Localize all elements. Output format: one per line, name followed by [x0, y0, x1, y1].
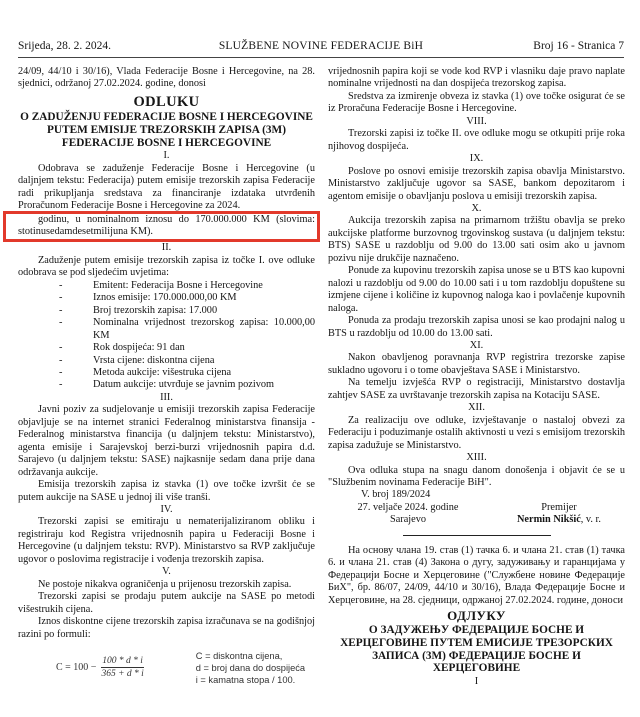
formula-legend — [196, 650, 305, 686]
section-heading-8: VIII. — [466, 115, 487, 127]
section-5-paragraph-3: Iznos diskontne cijene trezorskih zapisa izračunava se na godišnjoj razini po formuli: — [18, 616, 315, 640]
gazette-title: SLUŽBENE NOVINE FEDERACIJE BiH — [218, 40, 424, 52]
signature-name-line — [517, 514, 601, 526]
section-8-paragraph-1: Trezorski zapisi iz točke II. ove odluke mogu se otkupiti prije roka njihovog dospijeća. — [328, 128, 625, 152]
signature-date: 27. veljače 2024. godine — [357, 501, 459, 513]
bullet-marker: - — [59, 292, 63, 304]
list-item — [18, 367, 315, 379]
section-1-paragraph — [18, 163, 315, 243]
signature-title: Premijer — [541, 501, 577, 513]
decision-number: V. broj 189/2024 — [361, 489, 431, 501]
header-date: Srijeda, 28. 2. 2024. — [18, 40, 111, 52]
header-page-number: Broj 16 - Stranica 7 — [533, 40, 624, 52]
signature-block — [328, 502, 625, 527]
highlight-box: godinu, u nominalnom iznosu do 170.000.000 KM (slovima: stotinusedamdesetmilijuna KM). — [3, 211, 320, 243]
formula-lhs: C = 100 − — [56, 661, 97, 673]
bullet-marker: - — [59, 304, 63, 316]
section-heading-3: III. — [160, 391, 173, 403]
decision-subtitle: O ZADUŽENJU FEDERACIJE BOSNE I HERCEGOVINE PUTEM EMISIJE TREZORSKIH ZAPISA (3M) FEDERACIJE BOSNE I HERCEGOVINE — [20, 110, 313, 149]
section-9-paragraph-1: Poslove po osnovi emisije trezorskih zapisa obavlja Ministarstvo. Ministarstvo zaključuje ugovor sa SASE, bankom depozitarom i agentom emisije o obavljanju poslova u emisiji trezorskih zapisa. — [328, 165, 625, 202]
bullet-marker: - — [59, 367, 63, 378]
list-item — [18, 355, 315, 367]
signature-date-place — [328, 502, 488, 527]
section-10-paragraph-1: Aukcija trezorskih zapisa na primarnom tržištu obavlja se preko aukcijske platforme burzovnog trgovinskog sustava (u daljnjem tekstu: BTS) SASE u razdoblju od 9.00 do 13.00 sati osim ako u javnom pozivu nije drukčije naznačeno. — [328, 215, 625, 264]
intro-paragraph: 24/09, 44/10 i 30/16), Vlada Federacije Bosne i Hercegovine, na 28. sjednici, održanoj 27.02.2024. godine, donosi — [18, 66, 315, 90]
section-heading-1: I. — [163, 150, 170, 162]
list-item — [18, 280, 315, 292]
list-item — [18, 342, 315, 354]
section-10-paragraph-2: Ponude za kupovinu trezorskih zapisa unose se u BTS kao kupovni nalozi u razdoblju od 9.00 do 10.00 sati i u tom razdoblju dopuštene su izmjene cijene i količine iz kupovnog naloga kao i povlačenje kupovnih naloga. — [328, 265, 625, 314]
formula-expression — [56, 655, 144, 681]
column-left — [18, 66, 315, 689]
list-item — [18, 305, 315, 317]
bullet-marker: - — [59, 279, 63, 291]
formula-numerator: 100 * d * i — [102, 656, 143, 667]
bullet-marker: - — [59, 342, 63, 354]
paragraph-sredstva: Sredstva za izmirenje obveza iz stavka (1) ove točke osigurat će se iz Proračuna Federacije Bosne i Hercegovine. — [328, 90, 625, 115]
section-3-paragraph-2: Emisija trezorskih zapisa iz stavka (1) ove točke izvršit će se putem aukcije na SASE u jednoj ili više tranši. — [18, 479, 315, 503]
legend-line-c: C = diskontna cijena, — [195, 650, 283, 661]
section-divider — [403, 535, 551, 536]
section-11-paragraph-1: Nakon obavljenog poravnanja RVP registrira trezorske zapise sukladno ugovoru i o tome obavještava SASE i Ministarstvo. — [328, 352, 625, 376]
cyrillic-section-heading-1: I — [474, 676, 479, 688]
cyrillic-decision-subtitle: О ЗАДУЖЕЊУ ФЕДЕРАЦИЈЕ БОСНЕ И ХЕРЦЕГОВИНЕ ПУТЕМ ЕМИСИЈЕ ТРЕЗОРСКИХ ЗАПИСА (3М) ФЕДЕРАЦИЈЕ БОСНЕ И ХЕРЦЕГОВИНЕ — [340, 624, 613, 675]
bullet-marker: - — [59, 379, 63, 391]
section-3-paragraph-1: Javni poziv za sudjelovanje u emisiji trezorskih zapisa Federacije objavljuje se na internet stranici Federalnog ministarstva finansija - Federalnog ministarstva financija (u daljnjem tekstu: Ministarstvo), agenta emisije i Sarajevskoj berzi-burzi vrijednosnih papira d.d. Sarajevo (u daljnjem tekstu: SASE) najkasnije sedam dana prije dana održavanja aukcije. — [18, 404, 315, 478]
section-12-paragraph-1: Za realizaciju ove odluke, izvještavanje o nastaloj obvezi za Federaciju i poduzimanje ostalih aktivnosti u vezi s emisijom trezorskih zapisa zadužuje se Ministarstvo. — [328, 414, 625, 451]
section-heading-4: IV. — [160, 503, 173, 515]
section-4-paragraph-1: Trezorski zapisi se emitiraju u nematerijaliziranom obliku i registriraju kod Registra vrijednosnih papira u Federaciji Bosne i Hercegovine (u daljnjem tekstu: RVP). Ministarstvo sa RVP zaključuje ugovor o poslovima registracije i vođenja trezorskih zapisa. — [18, 516, 315, 565]
decision-title: ODLUKU — [133, 93, 200, 110]
list-item-text: Datum aukcije: utvrđuje se javnim pozivom — [93, 379, 275, 391]
list-item — [18, 379, 315, 391]
page-header — [18, 40, 624, 58]
section-13-paragraph-1: Ova odluka stupa na snagu danom donošenja i objavit će se u "Službenim novinama Federacije BiH". — [328, 464, 625, 488]
section-heading-11: XI. — [469, 339, 484, 351]
section-5-paragraph-2: Trezorski zapisi se prodaju putem aukcije na SASE po metodi višestrukih cijena. — [18, 591, 315, 615]
list-item — [18, 292, 315, 304]
bullet-marker: - — [59, 354, 63, 366]
section-heading-9: IX. — [469, 153, 484, 165]
formula-fraction — [101, 655, 143, 681]
list-item-text: Vrsta cijene: diskontna cijena — [93, 354, 215, 366]
list-item-text: Rok dospijeća: 91 dan — [93, 342, 185, 354]
cyrillic-decision-title: ОДЛУКУ — [447, 608, 506, 624]
column-right — [328, 66, 625, 689]
cyrillic-intro-paragraph: На основу члана 19. став (1) тачка 6. и члана 21. став (1) тачка 6. и члана 21. став (4) Закона о дугу, задуживању и гаранцијама у Федерацији Босне и Херцеговине ("Службене новине Федерације БиХ", бр. 86/07, 24/09, 44/10 и 30/16), Влада Федерације Босне и Херцеговине, на 28. сједници, одржаној 27.02.2024. године, доноси — [328, 544, 625, 606]
signature-official — [517, 502, 601, 527]
section-11-paragraph-2: Na temelju izvješća RVP o registraciji, Ministarstvo dostavlja zahtjev SASE za uvrštavanje trezorskih zapisa na Kotaciju SASE. — [328, 377, 625, 401]
list-item-text: Iznos emisije: 170.000.000,00 KM — [93, 292, 237, 304]
list-item — [18, 317, 315, 342]
section-5-paragraph-1: Ne postoje nikakva ograničenja u prijenosu trezorskih zapisa. — [38, 578, 292, 590]
section-heading-5: V. — [162, 566, 171, 578]
section-heading-10: X. — [471, 202, 482, 214]
list-item-text: Metoda aukcije: višestruka cijena — [93, 367, 232, 378]
section-10-paragraph-3: Ponuda za prodaju trezorskih zapisa unosi se kao prodajni nalog u BTS u razdoblju od 10.00 do 13.00 sati. — [328, 315, 625, 339]
list-item-text: Emitent: Federacija Bosne i Hercegovine — [93, 279, 263, 291]
formula-denominator: 365 + d * i — [101, 669, 144, 680]
continuation-paragraph: vrijednosnih papira koji se vode kod RVP i vlasniku daje pravo naplate nominalne vrijednosti na dan dospijeća trezorskog zapisa. — [328, 66, 625, 90]
signature-name: Nermin Nikšić — [517, 514, 581, 526]
signature-suffix: , v. r. — [580, 514, 601, 526]
legend-line-i: i = kamatna stopa / 100. — [195, 674, 296, 685]
section-heading-2: II. — [161, 242, 172, 254]
bullet-marker: - — [59, 317, 63, 329]
section-heading-13: XIII. — [466, 452, 487, 464]
list-item-text: Broj trezorskih zapisa: 17.000 — [93, 304, 218, 316]
section-heading-12: XII. — [468, 402, 485, 414]
document-body — [18, 66, 625, 689]
signature-place: Sarajevo — [389, 514, 427, 526]
section-2-intro: Zaduženje putem emisije trezorskih zapisa iz točke I. ove odluke odobrava se pod sljedećim uvjetima: — [18, 254, 315, 279]
list-item-text: Nominalna vrijednost trezorskog zapisa: 10.000,00 KM — [93, 317, 315, 341]
legend-line-d: d = broj dana do dospijeća — [195, 662, 306, 673]
discount-price-formula — [56, 650, 315, 686]
section-1-text: Odobrava se zaduženje Federacije Bosne i Hercegovine (u daljnjem tekstu: Federacija) putem emisije trezorskih zapisa Federacije radi prikupljanja sredstava za financiranje izdataka utvrđenih Proračunom Federacije Bosne i Hercegovine za 2024. — [18, 162, 315, 212]
